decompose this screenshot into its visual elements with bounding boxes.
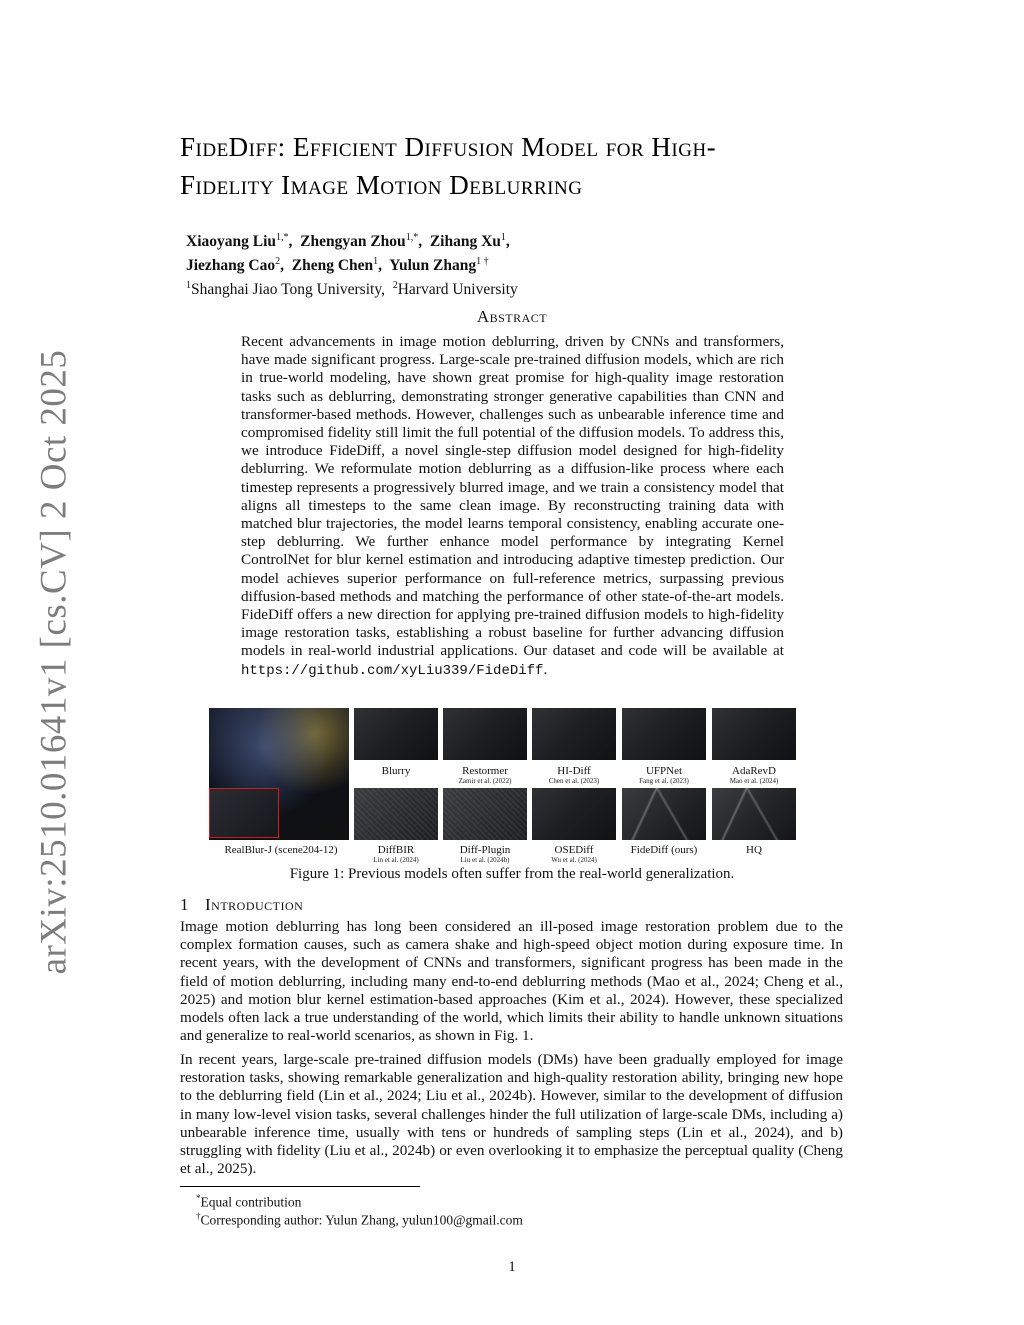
thumb-caption [524, 844, 624, 865]
arxiv-identifier-stamp: arXiv:2510.01641v1 [cs.CV] 2 Oct 2025 [33, 349, 75, 975]
method-label: AdaRevD [732, 765, 776, 777]
method-label: Diff-Plugin [459, 844, 511, 856]
affiliation-line [186, 276, 686, 300]
thumb-osediff [532, 788, 616, 840]
thumb-blurry [354, 708, 438, 760]
thumb-caption [614, 765, 714, 786]
thumb-caption [524, 765, 624, 786]
method-label: HQ [746, 844, 762, 856]
thumb-restormer [443, 708, 527, 760]
thumb-caption [346, 765, 446, 777]
author-name: Xiaoyang Liu [186, 233, 277, 251]
thumb-diffbir [354, 788, 438, 840]
title-line-2: Fidelity Image Motion Deblurring [180, 170, 583, 200]
method-cite: Zamir et al. (2022) [458, 777, 512, 785]
affiliation-mark: 1 [186, 280, 191, 292]
thumb-fidediff [622, 788, 706, 840]
abstract-text: Recent advancements in image motion deblurring, driven by CNNs and transformers, have made significant progress. Large-scale pre-trained diffusion models, which are rich in true-world modeling, have shown great promise for high-quality image restoration tasks such as deblurring, demonstrating stronger generative capabilities than CNN and transformer-based methods. However, challenges such as unbearable inference time and compromised fidelity still limit the full potential of the diffusion models. To address this, we introduce FideDiff, a novel single-step diffusion model designed for high-fidelity deblurring. We reformulate motion deblurring as a diffusion-like process where each timestep represents a progressively blurred image, and we train a consistency model that aligns all timesteps to the same clean image. By reconstructing training data with matched blur trajectories, the model learns temporal consistency, enabling accurate one-step deblurring. We further enhance model performance by integrating Kernel ControlNet for blur kernel estimation and introducing adaptive timestep prediction. Our model achieves superior performance on full-reference metrics, surpassing previous diffusion-based methods and matching the performance of other state-of-the-art models. FideDiff offers a new direction for applying pre-trained diffusion models to high-fidelity image restoration tasks, establishing a robust baseline for further advancing diffusion models in real-world industrial applications. Our dataset and code will be available at [241, 333, 784, 660]
title-line-1: FideDiff: Efficient Diffusion Model for High- [180, 132, 717, 162]
method-label: FideDiff (ours) [630, 844, 698, 856]
author-mark: 1 [373, 256, 379, 268]
intro-paragraph-1: Image motion deblurring has long been considered an ill-posed image restoration problem due to the complex formation causes, such as camera shake and high-speed object motion during exposure time. In recent years, with the development of CNNs and transformers, significant progress has been made in the field of motion deblurring, including many end-to-end deblurring methods (Mao et al., 2024; Cheng et al., 2025) and motion blur kernel estimation-based approaches (Kim et al., 2024). However, these specialized models often lack a true understanding of the world, which limits their ability to handle unknown situations and generalize to real-world scenarios, as shown in Fig. 1. [180, 918, 843, 1045]
section-title: Introduction [205, 895, 304, 914]
author-name: Zheng Chen [291, 257, 374, 275]
thumb-caption [435, 844, 535, 865]
thumb-ufpnet [622, 708, 706, 760]
thumb-adarevd [712, 708, 796, 760]
thumb-caption [704, 844, 804, 856]
author-name: Zihang Xu [429, 233, 501, 251]
author-line-2: Jiezhang Cao$^2$, Zheng Chen$^1$, Yulun Zhang$^{1 \dagger}$ [186, 256, 489, 275]
zoom-region-box [209, 788, 279, 838]
abstract-heading: Abstract [476, 307, 548, 326]
author-block [186, 228, 686, 300]
method-label: Restormer [462, 765, 508, 777]
method-label: Blurry [381, 765, 411, 777]
section-heading [180, 895, 303, 915]
footnote-text: Equal contribution [200, 1194, 302, 1210]
author-mark: 1 † [476, 256, 489, 268]
thumb-hq [712, 788, 796, 840]
figure-caption: Figure 1: Previous models often suffer from the real-world generalization. [289, 866, 735, 882]
code-link[interactable]: https://github.com/xyLiu339/FideDiff [241, 662, 544, 679]
footnote-mark: † [196, 1211, 201, 1221]
thumb-caption [435, 765, 535, 786]
author-mark: 2 [275, 256, 281, 268]
intro-paragraph-2: In recent years, large-scale pre-trained diffusion models (DMs) have been gradually employed for image restoration tasks, showing remarkable generalization and high-quality restoration ability, bringing new hope to the deblurring field (Lin et al., 2024; Liu et al., 2024b). However, similar to the development of diffusion in many low-level vision tasks, several challenges hinder the full utilization of large-scale DMs, including a) unbearable inference time, usually with tens or hundreds of sampling steps (Lin et al., 2024), and b) struggling with fidelity (Liu et al., 2024b) or even overlooking it to emphasize the perceptual quality (Cheng et al., 2025). [180, 1051, 843, 1178]
method-label: UFPNet [645, 765, 683, 777]
method-cite: Liu et al. (2024b) [460, 856, 510, 864]
footnote-corresponding-author [196, 1208, 523, 1229]
author-mark: 1,* [405, 232, 419, 243]
section-number: 1 [180, 895, 189, 914]
thumb-caption [346, 844, 446, 865]
thumb-caption [614, 844, 714, 856]
page-number: 1 [508, 1259, 516, 1275]
author-name: Jiezhang Cao [186, 257, 276, 275]
affiliation-mark: 2 [392, 280, 398, 292]
method-cite: Wu et al. (2024) [551, 856, 597, 864]
main-scene-image [209, 708, 349, 840]
abstract-end: . [543, 660, 548, 678]
thumb-caption [704, 765, 804, 786]
thumb-hi-diff [532, 708, 616, 760]
author-name: Yulun Zhang [389, 257, 477, 275]
footnote-mark: * [196, 1193, 201, 1203]
paper-title [180, 128, 880, 204]
method-label: HI-Diff [557, 765, 591, 777]
main-image-caption: RealBlur-J (scene204-12) [224, 844, 338, 856]
method-cite: Mao et al. (2024) [729, 777, 779, 785]
method-cite: Lin et al. (2024) [373, 856, 419, 864]
abstract-body [241, 333, 784, 680]
affiliation: Shanghai Jiao Tong University, [191, 281, 385, 299]
author-mark: 1,* [276, 232, 289, 243]
footnote-text: Corresponding author: Yulun Zhang, yulun100@gmail.com [200, 1212, 523, 1228]
method-label: DiffBIR [377, 844, 415, 856]
thumb-diff-plugin [443, 788, 527, 840]
method-label: OSEDiff [554, 844, 594, 856]
affiliation: Harvard University [397, 281, 518, 299]
method-cite: Fang et al. (2023) [639, 777, 689, 785]
method-cite: Chen et al. (2023) [548, 777, 600, 785]
footnote-rule [180, 1186, 420, 1187]
author-mark: 1 [500, 232, 506, 243]
author-name: Zhengyan Zhou [300, 233, 406, 251]
author-line-1: Xiaoyang Liu$^{1,*}$, Zhengyan Zhou$^{1,*}$, Zihang Xu$^1$, [186, 232, 510, 251]
